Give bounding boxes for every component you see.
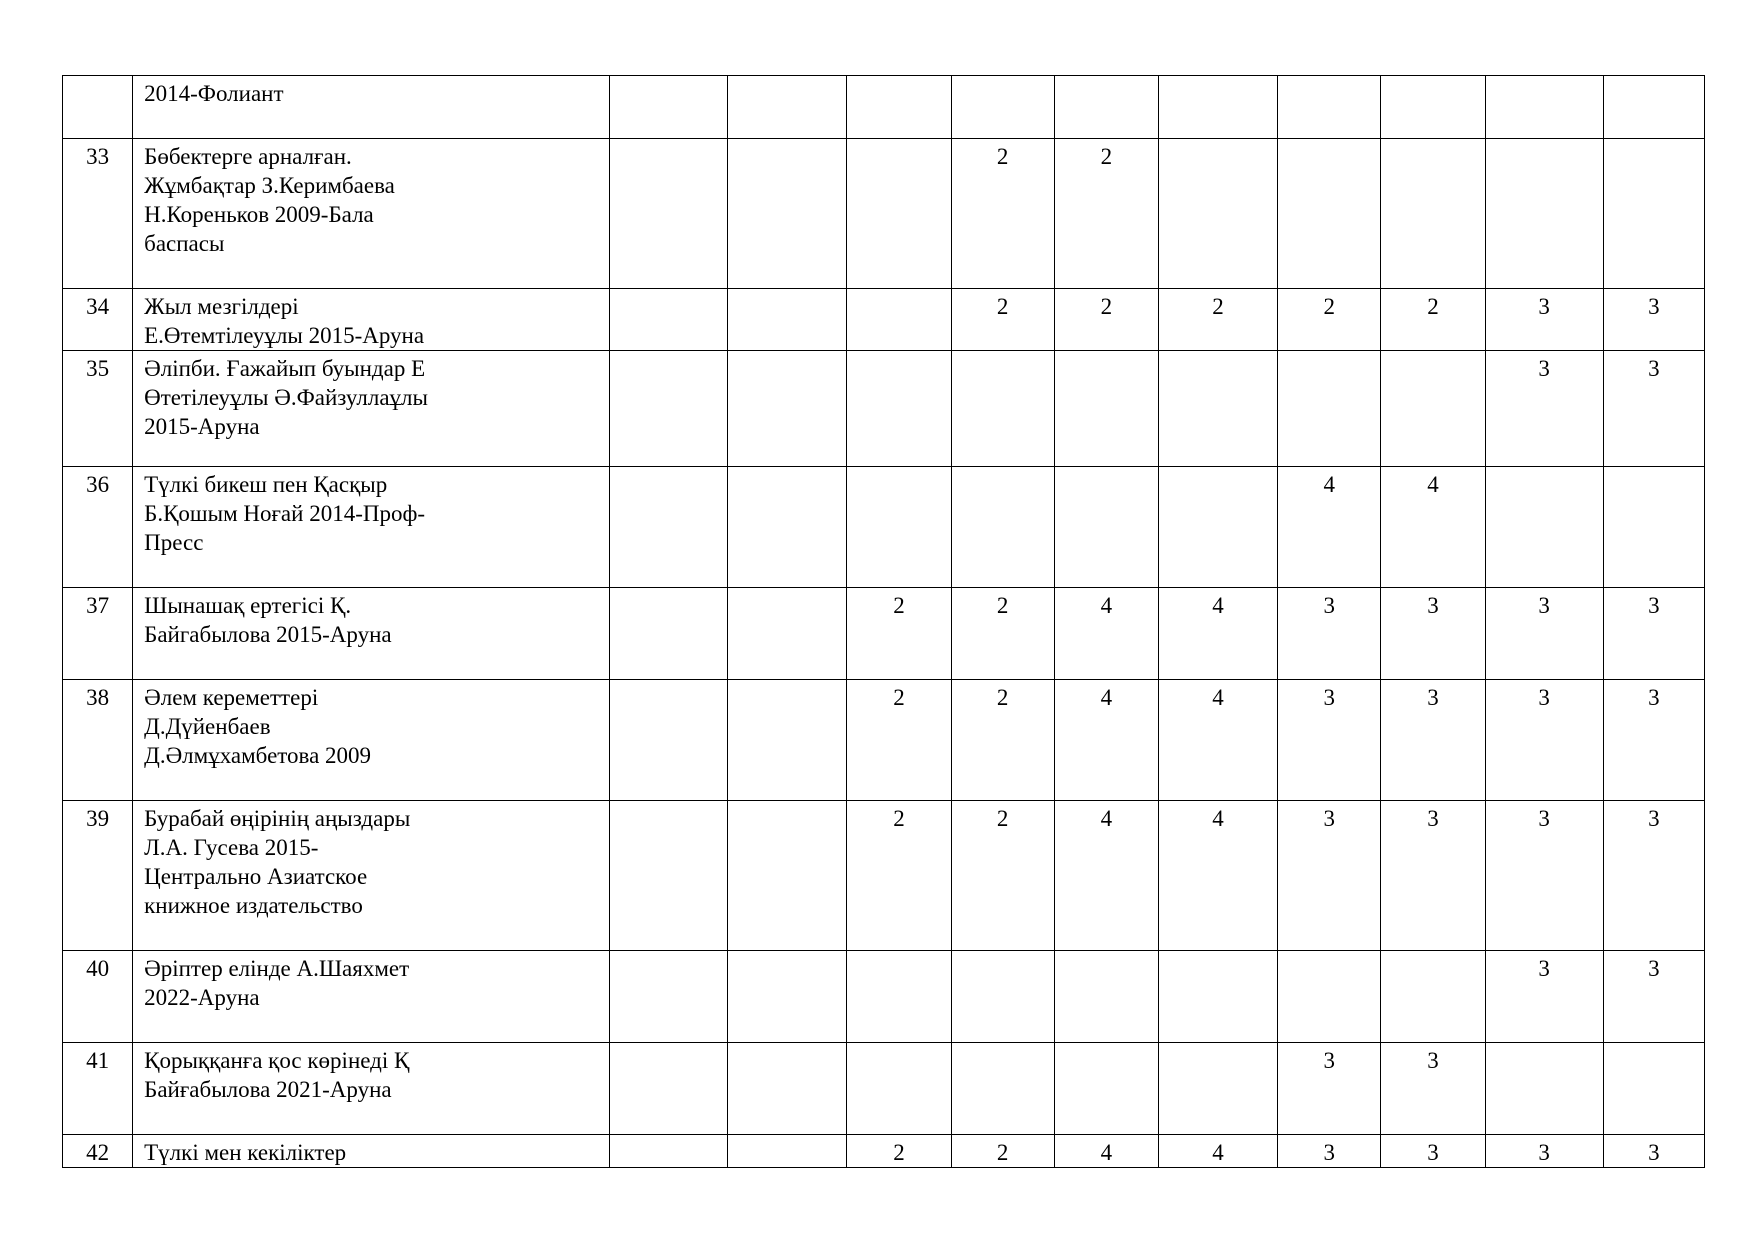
title-line: книжное издательство — [144, 893, 363, 918]
value-cell — [1054, 951, 1158, 1043]
row-number-cell: 38 — [63, 680, 133, 801]
title-line: Бөбектерге арналған. — [144, 144, 352, 169]
value-cell — [728, 951, 847, 1043]
title-line: Түлкі бикеш пен Қасқыр — [144, 472, 388, 497]
value-cell — [1054, 76, 1158, 139]
value-cell — [1603, 467, 1704, 588]
value-cell — [847, 351, 951, 467]
title-line: Жұмбақтар З.Керимбаева — [144, 173, 395, 198]
value-cell: 3 — [1603, 588, 1704, 680]
value-cell — [609, 1043, 727, 1135]
title-line: Қорыққанға қос көрінеді Қ — [144, 1048, 410, 1073]
value-cell: 3 — [1485, 351, 1603, 467]
value-cell: 3 — [1381, 588, 1485, 680]
value-cell: 4 — [1278, 467, 1381, 588]
value-cell — [1158, 76, 1277, 139]
table-row — [63, 951, 1705, 1043]
value-cell: 2 — [951, 289, 1054, 351]
value-cell: 3 — [1603, 351, 1704, 467]
title-line: Бурабай өңірінің аңыздары — [144, 806, 411, 831]
value-cell — [609, 76, 727, 139]
value-cell: 3 — [1381, 680, 1485, 801]
value-cell — [609, 801, 727, 951]
value-cell — [951, 467, 1054, 588]
row-number-cell: 39 — [63, 801, 133, 951]
value-cell: 2 — [951, 680, 1054, 801]
value-cell — [1158, 1043, 1277, 1135]
value-cell: 2 — [847, 801, 951, 951]
value-cell: 3 — [1381, 801, 1485, 951]
title-line: Өтетілеуұлы Ә.Файзуллаұлы — [144, 385, 428, 410]
value-cell — [1278, 76, 1381, 139]
value-cell: 3 — [1485, 801, 1603, 951]
value-cell: 2 — [951, 801, 1054, 951]
value-cell: 4 — [1054, 1135, 1158, 1168]
value-cell: 3 — [1485, 1135, 1603, 1168]
value-cell — [1158, 139, 1277, 289]
value-cell: 4 — [1054, 801, 1158, 951]
title-cell — [133, 588, 610, 680]
value-cell: 4 — [1158, 801, 1277, 951]
value-cell — [951, 76, 1054, 139]
value-cell — [609, 139, 727, 289]
row-number-cell — [63, 76, 133, 139]
value-cell — [728, 467, 847, 588]
value-cell: 2 — [951, 588, 1054, 680]
row-number-cell: 40 — [63, 951, 133, 1043]
value-cell: 4 — [1054, 680, 1158, 801]
title-cell — [133, 951, 610, 1043]
title-cell — [133, 139, 610, 289]
table-row — [63, 139, 1705, 289]
value-cell: 3 — [1278, 1043, 1381, 1135]
value-cell — [1054, 467, 1158, 588]
value-cell: 3 — [1381, 1135, 1485, 1168]
value-cell — [1603, 139, 1704, 289]
title-line: баспасы — [144, 231, 225, 256]
title-line: Н.Кореньков 2009-Бала — [144, 202, 374, 227]
value-cell — [1381, 951, 1485, 1043]
value-cell — [1054, 351, 1158, 467]
row-number-cell: 37 — [63, 588, 133, 680]
value-cell: 2 — [847, 680, 951, 801]
title-line: Байгабылова 2015-Аруна — [144, 622, 392, 647]
value-cell — [847, 1043, 951, 1135]
table-row — [63, 351, 1705, 467]
value-cell — [728, 351, 847, 467]
value-cell: 2 — [1054, 139, 1158, 289]
value-cell — [609, 351, 727, 467]
title-line: Д.Дүйенбаев — [144, 714, 271, 739]
value-cell: 4 — [1158, 1135, 1277, 1168]
data-table — [62, 75, 1705, 1168]
value-cell — [609, 289, 727, 351]
value-cell: 3 — [1485, 951, 1603, 1043]
value-cell — [1278, 351, 1381, 467]
table-row — [63, 76, 1705, 139]
table-row — [63, 467, 1705, 588]
value-cell: 3 — [1485, 680, 1603, 801]
title-line: 2015-Аруна — [144, 414, 260, 439]
row-number-cell: 35 — [63, 351, 133, 467]
title-line: Пресс — [144, 530, 204, 555]
row-number-cell: 42 — [63, 1135, 133, 1168]
value-cell: 3 — [1278, 1135, 1381, 1168]
value-cell — [728, 680, 847, 801]
value-cell: 3 — [1603, 680, 1704, 801]
value-cell — [728, 1043, 847, 1135]
value-cell — [847, 76, 951, 139]
value-cell — [847, 467, 951, 588]
value-cell: 2 — [951, 139, 1054, 289]
table-row — [63, 588, 1705, 680]
value-cell — [951, 351, 1054, 467]
value-cell — [1158, 951, 1277, 1043]
value-cell: 3 — [1278, 680, 1381, 801]
title-cell — [133, 289, 610, 351]
value-cell — [728, 1135, 847, 1168]
table-row — [63, 289, 1705, 351]
value-cell — [1381, 76, 1485, 139]
value-cell — [847, 139, 951, 289]
value-cell — [1278, 951, 1381, 1043]
value-cell: 3 — [1603, 951, 1704, 1043]
title-line: Б.Қошым Ноғай 2014-Проф- — [144, 501, 426, 526]
value-cell: 2 — [847, 1135, 951, 1168]
title-line: Жыл мезгілдері — [144, 294, 299, 319]
value-cell: 2 — [1381, 289, 1485, 351]
title-cell — [133, 1135, 610, 1168]
table-row — [63, 680, 1705, 801]
value-cell — [1485, 467, 1603, 588]
value-cell: 3 — [1603, 289, 1704, 351]
value-cell — [1381, 139, 1485, 289]
value-cell — [609, 680, 727, 801]
title-line: 2022-Аруна — [144, 985, 260, 1010]
value-cell — [1381, 351, 1485, 467]
value-cell: 3 — [1603, 1135, 1704, 1168]
value-cell: 2 — [1278, 289, 1381, 351]
value-cell: 3 — [1603, 801, 1704, 951]
value-cell: 3 — [1381, 1043, 1485, 1135]
value-cell: 3 — [1278, 801, 1381, 951]
value-cell — [1485, 76, 1603, 139]
value-cell — [847, 951, 951, 1043]
value-cell: 3 — [1485, 588, 1603, 680]
value-cell — [1603, 1043, 1704, 1135]
value-cell: 4 — [1158, 588, 1277, 680]
title-line: Әріптер елінде А.Шаяхмет — [144, 956, 410, 981]
title-cell — [133, 76, 610, 139]
title-line: Байғабылова 2021-Аруна — [144, 1077, 392, 1102]
value-cell: 2 — [1054, 289, 1158, 351]
title-line: Әліпби. Ғажайып буындар Е — [144, 356, 426, 381]
value-cell — [728, 801, 847, 951]
title-line: Әлем кереметтері — [144, 685, 319, 710]
value-cell: 2 — [951, 1135, 1054, 1168]
value-cell — [951, 951, 1054, 1043]
title-line: Д.Әлмұхамбетова 2009 — [144, 743, 372, 768]
value-cell: 2 — [847, 588, 951, 680]
title-cell — [133, 1043, 610, 1135]
value-cell — [1054, 1043, 1158, 1135]
table-row — [63, 1135, 1705, 1168]
value-cell — [1158, 467, 1277, 588]
value-cell — [609, 588, 727, 680]
value-cell: 4 — [1381, 467, 1485, 588]
row-number-cell: 36 — [63, 467, 133, 588]
title-cell — [133, 351, 610, 467]
value-cell — [847, 289, 951, 351]
value-cell — [1485, 139, 1603, 289]
table-row — [63, 1043, 1705, 1135]
value-cell — [609, 951, 727, 1043]
title-line: Л.А. Гусева 2015- — [144, 835, 319, 860]
row-number-cell: 33 — [63, 139, 133, 289]
value-cell: 4 — [1054, 588, 1158, 680]
row-number-cell: 34 — [63, 289, 133, 351]
title-line: Шынашақ ертегісі Қ. — [144, 593, 352, 618]
value-cell — [728, 588, 847, 680]
row-number-cell: 41 — [63, 1043, 133, 1135]
title-line: Түлкі мен кекіліктер — [144, 1140, 347, 1165]
title-line: Центрально Азиатское — [144, 864, 368, 889]
title-cell — [133, 801, 610, 951]
title-cell — [133, 680, 610, 801]
value-cell — [1278, 139, 1381, 289]
title-cell — [133, 467, 610, 588]
value-cell — [609, 467, 727, 588]
value-cell — [609, 1135, 727, 1168]
value-cell — [951, 1043, 1054, 1135]
value-cell: 3 — [1278, 588, 1381, 680]
value-cell: 2 — [1158, 289, 1277, 351]
title-line: 2014-Фолиант — [144, 81, 284, 106]
value-cell: 3 — [1485, 289, 1603, 351]
table-body — [63, 76, 1705, 1168]
value-cell — [728, 76, 847, 139]
value-cell — [1485, 1043, 1603, 1135]
value-cell — [1158, 351, 1277, 467]
value-cell: 4 — [1158, 680, 1277, 801]
table-row — [63, 801, 1705, 951]
value-cell — [1603, 76, 1704, 139]
title-line: Е.Өтемтілеуұлы 2015-Аруна — [144, 323, 425, 348]
value-cell — [728, 139, 847, 289]
value-cell — [728, 289, 847, 351]
